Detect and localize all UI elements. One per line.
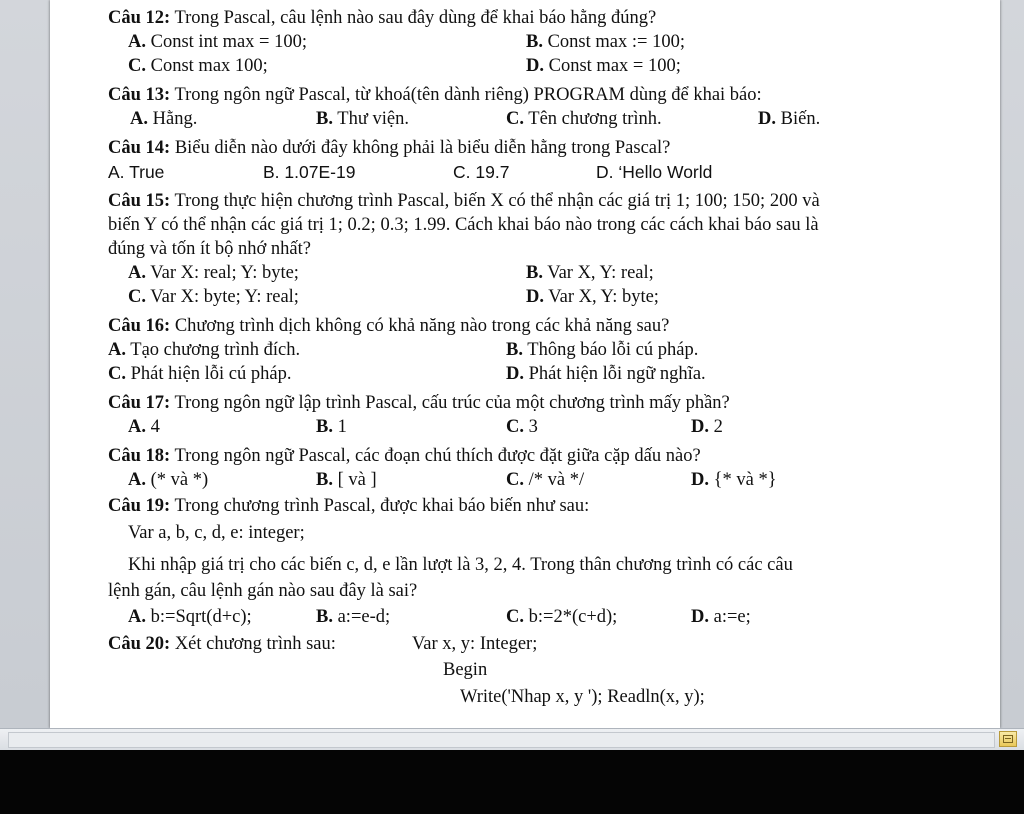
option-b: B. Var X, Y: real;	[526, 263, 654, 283]
question-18	[108, 444, 950, 468]
question-17	[108, 391, 950, 415]
question-text: Chương trình dịch không có khả năng nào trong các khả năng sau?	[174, 316, 670, 336]
question-label: Câu 20:	[108, 634, 171, 654]
option-d: D. Biến.	[758, 109, 821, 129]
question-text-line: Khi nhập giá trị cho các biến c, d, e lần lượt là 3, 2, 4. Trong thân chương trình có các câu	[128, 555, 793, 575]
option-b: B. 1	[316, 417, 347, 437]
option-a: A. b:=Sqrt(d+c);	[128, 607, 252, 627]
question-text: Trong ngôn ngữ Pascal, từ khoá(tên dành riêng) PROGRAM dùng để khai báo:	[174, 85, 762, 105]
code-line: Var x, y: Integer;	[412, 634, 538, 654]
question-label: Câu 12:	[108, 8, 171, 28]
option-a: A. (* và *)	[128, 470, 209, 490]
black-bottom-bar	[0, 750, 1024, 814]
option-d: D. ‘Hello World	[596, 162, 713, 182]
option-a: A. True	[108, 162, 165, 182]
question-text-line: lệnh gán, câu lệnh gán nào sau đây là sai?	[108, 581, 418, 601]
question-19	[108, 494, 950, 518]
variable-declaration: Var a, b, c, d, e: integer;	[128, 523, 305, 543]
code-line: Write('Nhap x, y '); Readln(x, y);	[460, 687, 705, 707]
question-text: Xét chương trình sau:	[174, 634, 336, 654]
option-d: D. a:=e;	[691, 607, 751, 627]
code-block	[108, 658, 950, 682]
option-d: D. Phát hiện lỗi ngữ nghĩa.	[506, 364, 706, 384]
option-c: C. Tên chương trình.	[506, 109, 662, 129]
page-view-icon[interactable]	[999, 731, 1017, 747]
option-d: D. Const max = 100;	[526, 56, 681, 76]
question-14	[108, 136, 950, 160]
code-line: Begin	[443, 660, 488, 680]
option-a: A. Var X: real; Y: byte;	[128, 263, 299, 283]
page-content	[108, 6, 950, 709]
option-b: B. [ và ]	[316, 470, 377, 490]
options-row	[108, 107, 950, 131]
option-b: B. Const max := 100;	[526, 32, 685, 52]
option-c: C. 19.7	[453, 162, 510, 182]
question-label: Câu 15:	[108, 191, 171, 211]
option-d: D. {* và *}	[691, 470, 777, 490]
question-16	[108, 314, 950, 338]
options-row	[108, 338, 950, 362]
option-c: C. Const max 100;	[128, 56, 268, 76]
question-12	[108, 6, 950, 30]
scrollbar-track[interactable]	[8, 732, 995, 748]
options-row	[108, 285, 950, 309]
question-label: Câu 19:	[108, 496, 171, 516]
question-label: Câu 14:	[108, 138, 171, 158]
option-c: C. Var X: byte; Y: real;	[128, 287, 299, 307]
question-label: Câu 13:	[108, 85, 171, 105]
question-text: Trong ngôn ngữ lập trình Pascal, cấu trúc của một chương trình mấy phần?	[174, 393, 730, 413]
option-b: B. Thông báo lỗi cú pháp.	[506, 340, 699, 360]
option-d: D. Var X, Y: byte;	[526, 287, 659, 307]
question-text: Trong Pascal, câu lệnh nào sau đây dùng để khai báo hằng đúng?	[174, 8, 657, 28]
option-b: B. 1.07E-19	[263, 162, 356, 182]
option-c: C. Phát hiện lỗi cú pháp.	[108, 364, 292, 384]
option-c: C. 3	[506, 417, 538, 437]
option-b: B. a:=e-d;	[316, 607, 391, 627]
option-a: A. Hằng.	[130, 109, 198, 129]
option-a: A. Tạo chương trình đích.	[108, 340, 301, 360]
question-13	[108, 83, 950, 107]
question-label: Câu 18:	[108, 446, 171, 466]
question-label: Câu 17:	[108, 393, 171, 413]
code-block	[108, 685, 950, 709]
question-text: Trong chương trình Pascal, được khai báo biến như sau:	[174, 496, 590, 516]
options-row	[108, 54, 950, 78]
question-text-line: đúng và tốn ít bộ nhớ nhất?	[108, 239, 311, 259]
question-text-line: biến Y có thể nhận các giá trị 1; 0.2; 0.3; 1.99. Cách khai báo nào trong các cách khai báo sau là	[108, 215, 819, 235]
options-row	[108, 415, 950, 439]
options-row	[108, 362, 950, 386]
options-row	[108, 261, 950, 285]
options-row	[108, 605, 950, 629]
question-15	[108, 189, 950, 213]
question-20	[108, 632, 950, 656]
question-text: Biểu diễn nào dưới đây không phải là biểu diễn hằng trong Pascal?	[174, 138, 671, 158]
document-page	[50, 0, 1000, 728]
options-row	[108, 468, 950, 492]
options-row	[108, 160, 950, 184]
option-b: B. Thư viện.	[316, 109, 409, 129]
options-row	[108, 30, 950, 54]
option-a: A. Const int max = 100;	[128, 32, 308, 52]
question-text: Trong thực hiện chương trình Pascal, biến X có thể nhận các giá trị 1; 100; 150; 200 và	[174, 191, 820, 211]
option-d: D. 2	[691, 417, 723, 437]
question-text: Trong ngôn ngữ Pascal, các đoạn chú thích được đặt giữa cặp dấu nào?	[174, 446, 701, 466]
option-c: C. /* và */	[506, 470, 585, 490]
horizontal-scrollbar[interactable]	[0, 728, 1024, 751]
option-c: C. b:=2*(c+d);	[506, 607, 618, 627]
option-a: A. 4	[128, 417, 160, 437]
question-label: Câu 16:	[108, 316, 171, 336]
